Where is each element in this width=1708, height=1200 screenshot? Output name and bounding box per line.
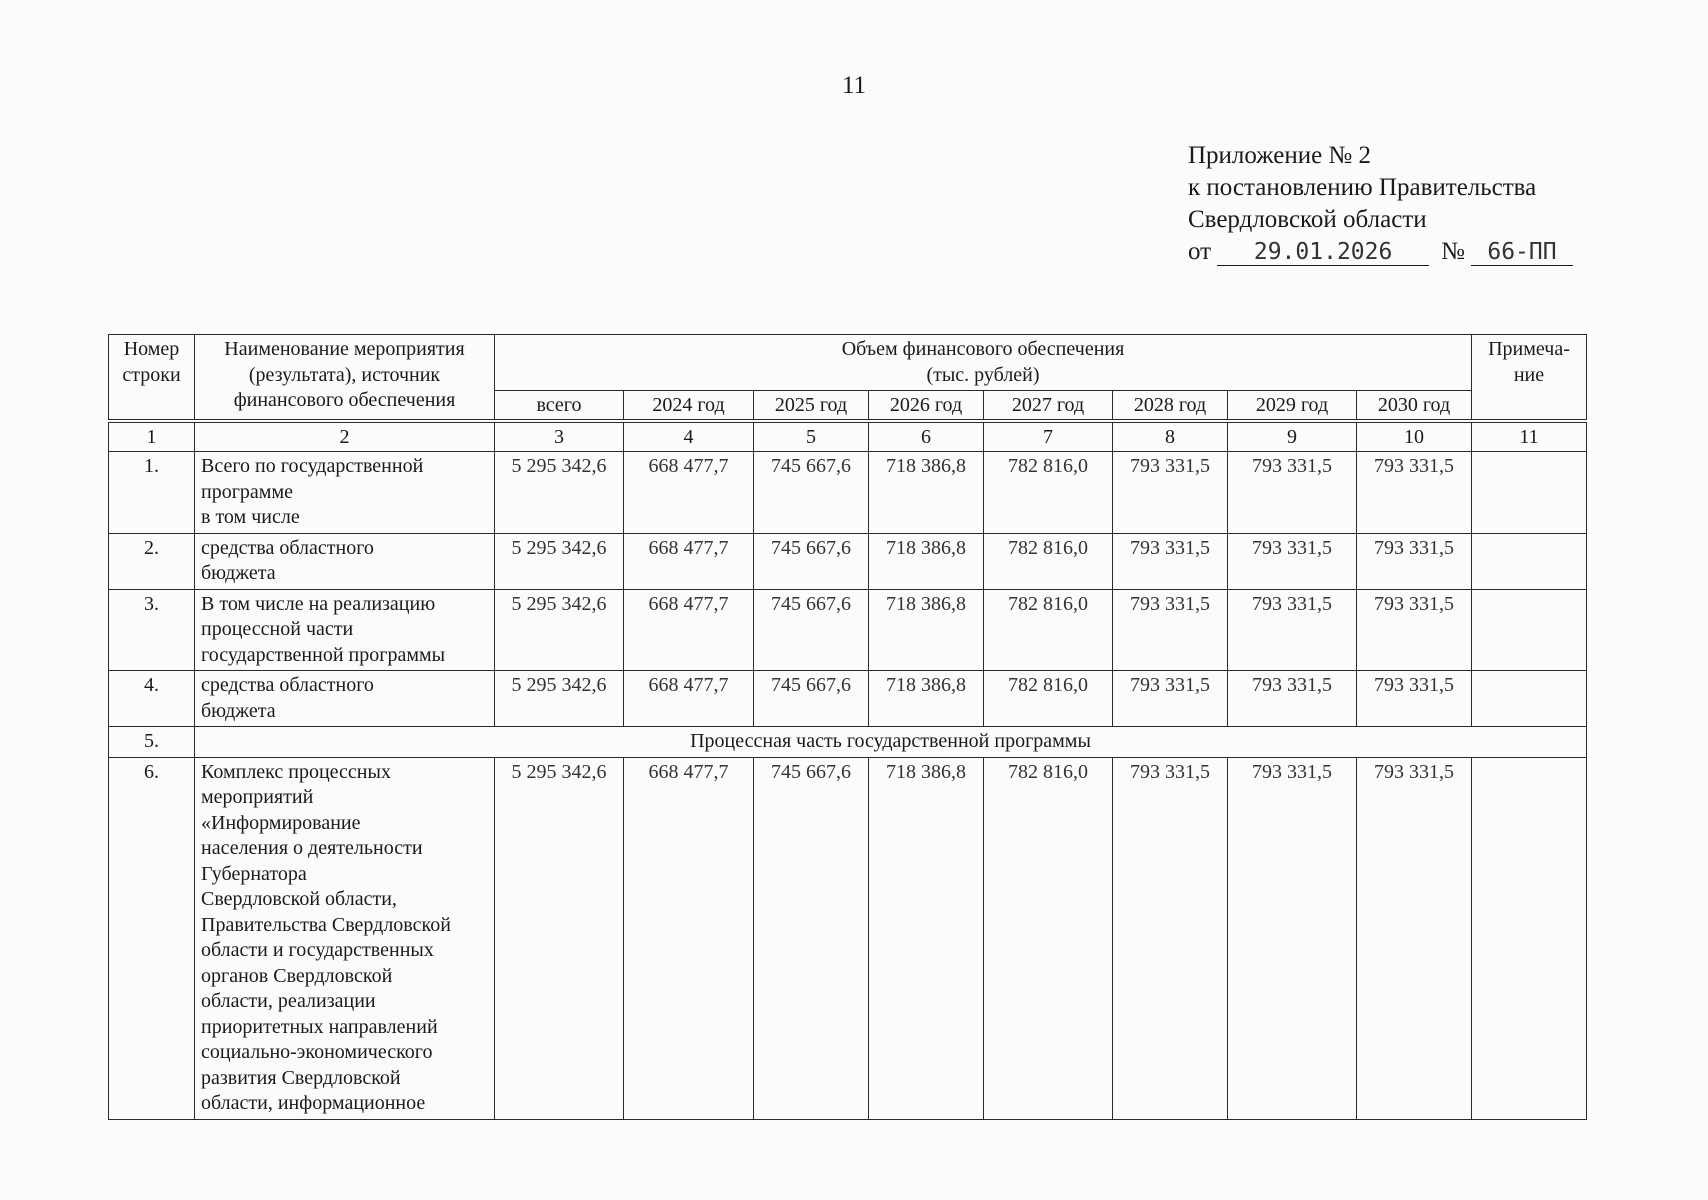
value-cell: 782 816,0 [984, 533, 1113, 589]
number-sign: № [1441, 238, 1465, 265]
row-name-line: области, реализации [201, 990, 376, 1012]
table-row [109, 533, 1587, 589]
header-year: 2029 год [1228, 391, 1357, 422]
value-cell: 793 331,5 [1228, 452, 1357, 534]
value-cell: 782 816,0 [984, 452, 1113, 534]
column-number: 6 [869, 421, 984, 452]
row-name [195, 589, 495, 671]
appendix-resolution-line: к постановлению Правительства [1188, 174, 1537, 201]
header-volume-line1: Объем финансового обеспечения [841, 338, 1125, 360]
header-note: Примеча-ние [1472, 335, 1587, 422]
note-cell [1472, 671, 1587, 727]
resolution-number: 66-ПП [1471, 239, 1573, 266]
page-number: 11 [841, 72, 867, 99]
table-row [109, 452, 1587, 534]
row-name-line: «Информирование [201, 811, 361, 834]
value-cell: 793 331,5 [1113, 589, 1228, 671]
value-cell: 718 386,8 [869, 757, 984, 1119]
value-cell: 718 386,8 [869, 452, 984, 534]
row-name-line: Правительства Свердловской [201, 913, 451, 936]
row-name-line: бюджета [201, 699, 276, 722]
row-name-line: области и государственных [201, 939, 434, 961]
header-name: Наименование мероприятия (результата), источник финансового обеспечения [195, 335, 495, 422]
row-number: 4. [109, 671, 195, 727]
header-row-number: Номер строки [109, 335, 195, 422]
row-name-line: мероприятий [201, 786, 314, 808]
value-cell: 718 386,8 [869, 589, 984, 671]
row-name-line: средства областного [201, 536, 374, 559]
header-year: 2028 год [1113, 391, 1228, 422]
value-cell: 793 331,5 [1113, 757, 1228, 1119]
date-prefix: от [1188, 238, 1212, 265]
header-year: 2024 год [624, 391, 754, 422]
value-cell: 668 477,7 [624, 452, 754, 534]
note-cell [1472, 533, 1587, 589]
row-name [195, 533, 495, 589]
header-year: 2026 год [869, 391, 984, 422]
header-volume [495, 335, 1472, 391]
table-header-row [109, 335, 1587, 391]
value-cell: 745 667,6 [754, 533, 869, 589]
financing-table [108, 334, 1587, 1120]
value-cell: 745 667,6 [754, 671, 869, 727]
value-cell: 782 816,0 [984, 671, 1113, 727]
row-name-line: средства областного [201, 674, 374, 696]
row-name-line: Комплекс процессных [201, 760, 391, 783]
column-number: 9 [1228, 421, 1357, 452]
row-number: 1. [109, 452, 195, 534]
value-cell: 745 667,6 [754, 757, 869, 1119]
column-number: 5 [754, 421, 869, 452]
row-name-line: в том числе [201, 506, 300, 528]
row-name-line: Всего по государственной [201, 455, 424, 477]
row-name-line: социально-экономического [201, 1041, 433, 1063]
section-row [109, 727, 1587, 758]
header-year: 2030 год [1357, 391, 1472, 422]
row-name [195, 452, 495, 534]
value-cell: 793 331,5 [1113, 671, 1228, 727]
row-name [195, 757, 495, 1119]
table-row [109, 671, 1587, 727]
row-name-line: области, информационное [201, 1092, 426, 1114]
header-year: 2025 год [754, 391, 869, 422]
row-name-line: программе [201, 480, 293, 503]
value-cell: 793 331,5 [1113, 452, 1228, 534]
row-name [195, 671, 495, 727]
row-name-line: бюджета [201, 562, 276, 584]
header-total: всего [495, 391, 624, 422]
value-cell: 5 295 342,6 [495, 757, 624, 1119]
value-cell: 745 667,6 [754, 452, 869, 534]
value-cell: 782 816,0 [984, 757, 1113, 1119]
value-cell: 793 331,5 [1357, 757, 1472, 1119]
row-name-line: приоритетных направлений [201, 1015, 438, 1038]
value-cell: 793 331,5 [1228, 757, 1357, 1119]
note-cell [1472, 452, 1587, 534]
row-name-line: Губернатора [201, 862, 307, 885]
row-number: 2. [109, 533, 195, 589]
section-title: Процессная часть государственной программы [195, 727, 1587, 758]
column-number: 7 [984, 421, 1113, 452]
column-number: 3 [495, 421, 624, 452]
row-name-line: Свердловской области, [201, 888, 397, 910]
table-body-upper [109, 452, 1587, 727]
value-cell: 793 331,5 [1357, 589, 1472, 671]
row-number: 3. [109, 589, 195, 671]
value-cell: 668 477,7 [624, 589, 754, 671]
value-cell: 793 331,5 [1357, 671, 1472, 727]
value-cell: 782 816,0 [984, 589, 1113, 671]
column-number: 11 [1472, 421, 1587, 452]
value-cell: 793 331,5 [1113, 533, 1228, 589]
column-number: 10 [1357, 421, 1472, 452]
row-name-line: государственной программы [201, 643, 446, 666]
value-cell: 793 331,5 [1228, 533, 1357, 589]
appendix-region-line: Свердловской области [1188, 206, 1427, 233]
value-cell: 5 295 342,6 [495, 671, 624, 727]
column-number: 8 [1113, 421, 1228, 452]
value-cell: 5 295 342,6 [495, 589, 624, 671]
value-cell: 718 386,8 [869, 533, 984, 589]
header-volume-line2: (тыс. рублей) [926, 363, 1040, 386]
appendix-date-line [1188, 236, 1628, 268]
note-cell [1472, 589, 1587, 671]
value-cell: 5 295 342,6 [495, 533, 624, 589]
row-number: 5. [109, 727, 195, 758]
value-cell: 745 667,6 [754, 589, 869, 671]
value-cell: 793 331,5 [1357, 452, 1472, 534]
value-cell: 793 331,5 [1357, 533, 1472, 589]
appendix-title: Приложение № 2 [1188, 142, 1372, 169]
table-row [109, 589, 1587, 671]
row-name-line: В том числе на реализацию [201, 592, 436, 615]
value-cell: 668 477,7 [624, 533, 754, 589]
value-cell: 718 386,8 [869, 671, 984, 727]
value-cell: 5 295 342,6 [495, 452, 624, 534]
note-cell [1472, 757, 1587, 1119]
row-number: 6. [109, 757, 195, 1119]
table-row [109, 757, 1587, 1119]
row-name-line: органов Свердловской [201, 964, 393, 987]
appendix-header [1188, 140, 1628, 268]
row-name-line: населения о деятельности [201, 837, 423, 859]
value-cell: 668 477,7 [624, 671, 754, 727]
row-name-line: развития Свердловской [201, 1066, 401, 1089]
column-number: 4 [624, 421, 754, 452]
column-number-row [109, 421, 1587, 452]
column-number: 1 [109, 421, 195, 452]
column-number: 2 [195, 421, 495, 452]
row-name-line: процессной части [201, 618, 354, 640]
resolution-date: 29.01.2026 [1217, 239, 1429, 266]
value-cell: 793 331,5 [1228, 589, 1357, 671]
header-year: 2027 год [984, 391, 1113, 422]
value-cell: 668 477,7 [624, 757, 754, 1119]
value-cell: 793 331,5 [1228, 671, 1357, 727]
